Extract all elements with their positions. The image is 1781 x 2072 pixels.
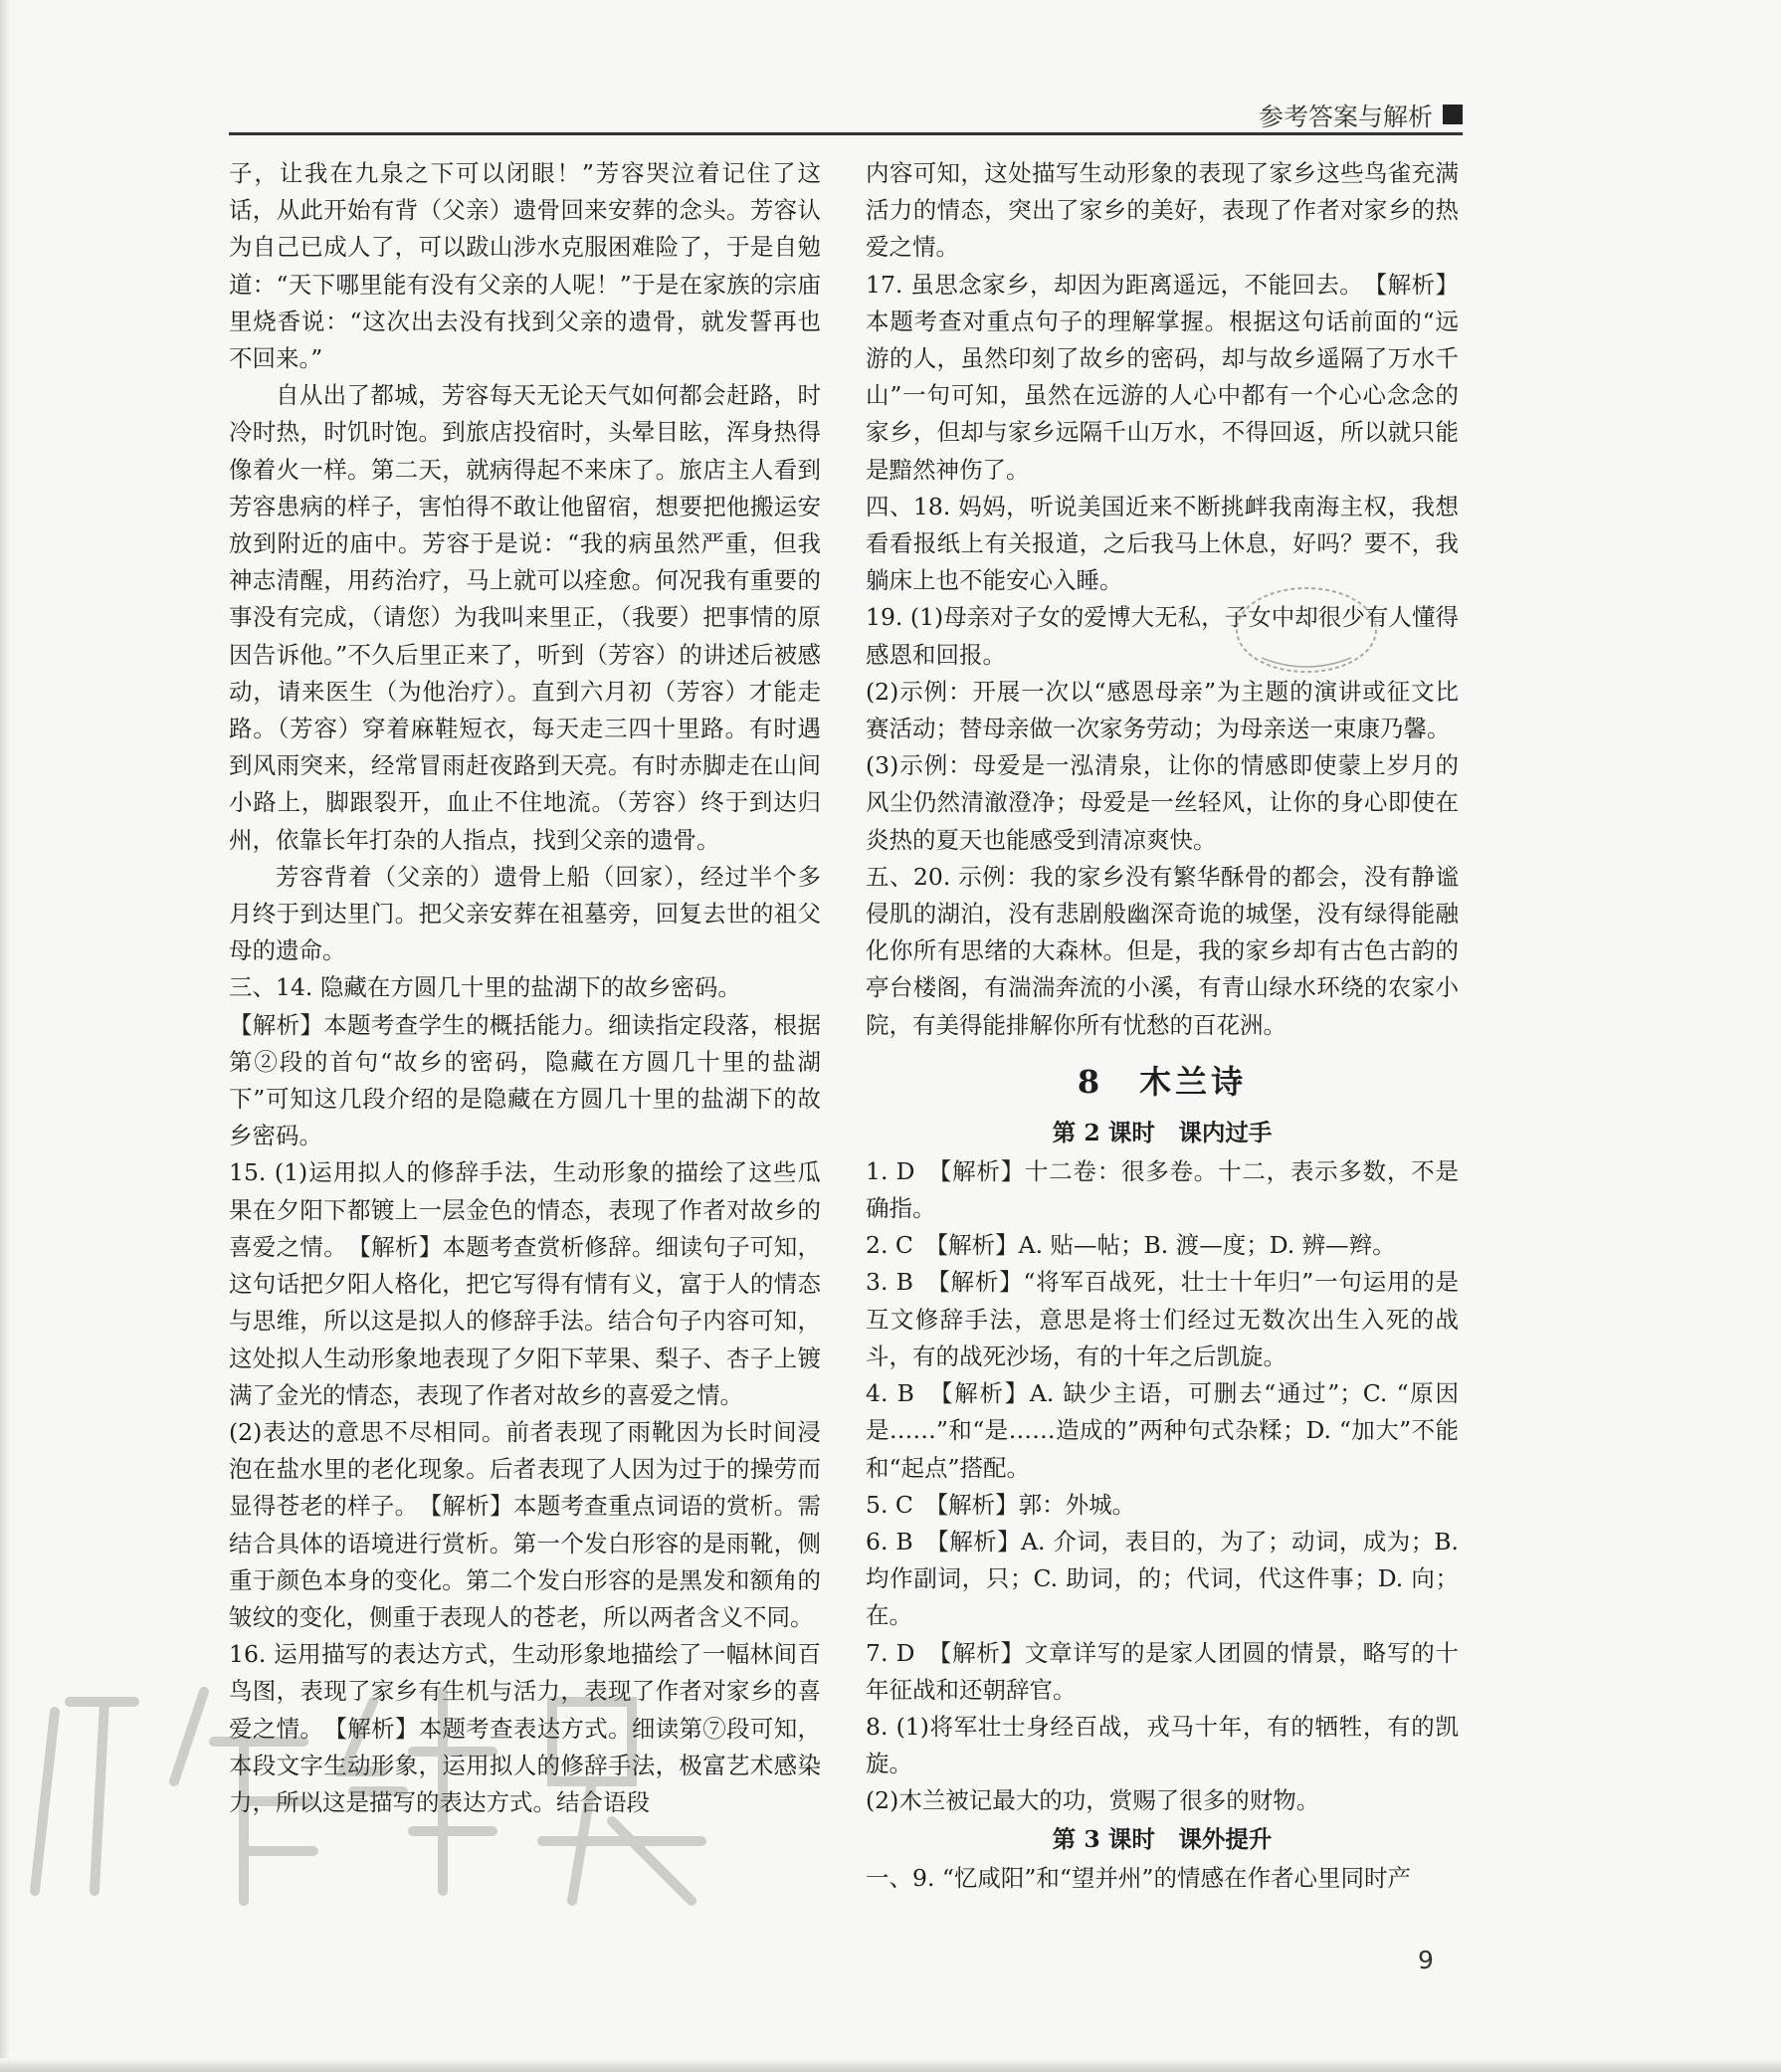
answer-item: 16. 运用描写的表达方式，生动形象地描绘了一幅林间百鸟图，表现了家乡有生机与活力，表现了作者对家乡的喜爱之情。 【解析】本题考查表达方式。细读第⑦段可知，本段文字生动形象，运用拟人的修辞手法，极富艺术感染力，所以这是描写的表达方式。结合语段: [229, 1640, 821, 1816]
answer-item: 四、18. 妈妈，听说美国近来不断挑衅我南海主权，我想看看报纸上有关报道，之后我马上休息，好吗？要不，我躺床上也不能安心入睡。: [866, 492, 1459, 595]
page-header: [229, 96, 1463, 135]
lesson-3-title: 第 3 课时 课外提升: [1052, 1824, 1273, 1853]
answer-item: (3)示例：母爱是一泓清泉，让你的情感即使蒙上岁月的风尘仍然清澈澄净；母爱是一丝轻风，让你的身心即使在炎热的夏天也能感受到清凉爽快。: [866, 751, 1459, 854]
right-column: [866, 155, 1459, 1897]
page-edge-shadow: [0, 0, 10, 2072]
answer-item: 5. C 【解析】郭：外城。: [866, 1490, 1136, 1519]
page-number: 9: [1418, 1946, 1434, 1974]
header-square-marker: [1443, 104, 1463, 124]
header-rule: [229, 132, 1463, 135]
answer-item: 15. (1)运用拟人的修辞手法，生动形象的描绘了这些瓜果在夕阳下都镀上一层金色的情态，表现了作者对故乡的喜爱之情。 【解析】本题考查赏析修辞。细读句子可知，这句话把夕阳人格化，把它写得有情有义，富于人的情态与思维，所以这是拟人的修辞手法。结合句子内容可知，这处拟人生动形象地表现了夕阳下苹果、梨子、杏子上镀满了金光的情态，表现了作者对故乡的喜爱之情。: [229, 1158, 821, 1409]
answer-item: 6. B 【解析】A. 介词，表目的，为了；动词，成为；B. 均作副词，只；C. 助词，的；代词，代这件事；D. 向；在。: [866, 1527, 1459, 1630]
answer-item: 3. B 【解析】“将军百战死，壮士十年归”一句运用的是互文修辞手法，意思是将士们经过无数次出生入死的战斗，有的战死沙场，有的十年之后凯旋。: [866, 1268, 1459, 1370]
answer-item: (2)表达的意思不尽相同。前者表现了雨靴因为长时间浸泡在盐水里的老化现象。后者表现了人因为过于的操劳而显得苍老的样子。 【解析】本题考查重点词语的赏析。需结合具体的语境进行赏析。第一个发白形容的是雨靴，侧重于颜色本身的变化。第二个发白形容的是黑发和额角的皱纹的变化，侧重于表现人的苍老，所以两者含义不同。: [229, 1417, 821, 1631]
paragraph: 芳容背着（父亲的）遗骨上船（回家），经过半个多月终于到达里门。把父亲安葬在祖墓旁，回复去世的祖父母的遗命。: [229, 862, 821, 965]
answer-item: 8. (1)将军壮士身经百战，戎马十年，有的牺牲，有的凯旋。: [866, 1712, 1459, 1778]
answer-item: (2)木兰被记最大的功，赏赐了很多的财物。: [866, 1786, 1320, 1815]
answer-item: 17. 虽思念家乡，却因为距离遥远，不能回去。 【解析】本题考查对重点句子的理解掌握。根据这句话前面的“远游的人，虽然印刻了故乡的密码，却与故乡遥隔了万水千山”一句可知，虽然在远游的人心中都有一个心心念念的家乡，但却与家乡远隔千山万水，不得回返，所以就只能是黯然神伤了。: [866, 270, 1459, 484]
answer-item: 一、9. “忆咸阳”和“望并州”的情感在作者心里同时产: [866, 1863, 1411, 1892]
paragraph: 自从出了都城，芳容每天无论天气如何都会赶路，时冷时热，时饥时饱。到旅店投宿时，头晕目眩，浑身热得像着火一样。第二天，就病得起不来床了。旅店主人看到芳容患病的样子，害怕得不敢让他留宿，想要把他搬运安放到附近的庙中。芳容于是说：“我的病虽然严重，但我神志清醒，用药治疗，马上就可以痊愈。何况我有重要的事没有完成，（请您）为我叫来里正，（我要）把事情的原因告诉他。”不久后里正来了，听到（芳容）的讲述后被感动，请来医生（为他治疗）。直到六月初（芳容）才能走路。（芳容）穿着麻鞋短衣，每天走三四十里路。有时遇到风雨突来，经常冒雨赶夜路到天亮。有时赤脚走在山间小路上，脚跟裂开，血止不住地流。（芳容）终于到达归州，依靠长年打杂的人指点，找到父亲的遗骨。: [229, 381, 821, 854]
lesson-2-title: 第 2 课时 课内过手: [1052, 1118, 1273, 1146]
paragraph: 内容可知，这处描写生动形象的表现了家乡这些鸟雀充满活力的情态，突出了家乡的美好，表现了作者对家乡的热爱之情。: [866, 159, 1459, 262]
answer-item: 4. B 【解析】A. 缺少主语，可删去“通过”；C. “原因是……”和“是……造成的”两种句式杂糅；D. “加大”不能和“起点”搭配。: [866, 1379, 1459, 1482]
paragraph: 子，让我在九泉之下可以闭眼！”芳容哭泣着记住了这话，从此开始有背（父亲）遗骨回来安葬的念头。芳容认为自己已成人了，可以跋山涉水克服困难险了，于是自勉道：“天下哪里能有没有父亲的人呢！”于是在家族的宗庙里烧香说：“这次出去没有找到父亲的遗骨，就发誓再也不回来。”: [229, 159, 821, 373]
analysis-item: 【解析】本题考查学生的概括能力。细读指定段落，根据第②段的首句“故乡的密码，隐藏在方圆几十里的盐湖下”可知这几段介绍的是隐藏在方圆几十里的盐湖下的故乡密码。: [229, 1010, 821, 1150]
answer-item: 五、20. 示例：我的家乡没有繁华酥骨的都会，没有静谧侵肌的湖泊，没有悲剧般幽深奇诡的城堡，没有绿得能融化你所有思绪的大森林。但是，我的家乡却有古色古韵的亭台楼阁，有湍湍奔流的小溪，有青山绿水环绕的农家小院，有美得能排解你所有忧愁的百花洲。: [866, 862, 1459, 1039]
answer-item: 1. D 【解析】十二卷：很多卷。十二，表示多数，不是确指。: [866, 1156, 1459, 1223]
header-title: 参考答案与解析: [1258, 103, 1433, 131]
answer-item: (2)示例：开展一次以“感恩母亲”为主题的演讲或征文比赛活动；替母亲做一次家务劳动；为母亲送一束康乃馨。: [866, 677, 1459, 743]
answer-item: 2. C 【解析】A. 贴—帖；B. 渡—度；D. 辨—辫。: [866, 1231, 1396, 1260]
left-column: [229, 155, 821, 1821]
watermark-logo: [15, 1632, 731, 1931]
section-title: 8 木兰诗: [1077, 1062, 1248, 1101]
stamp-seal: [1232, 580, 1381, 680]
page-edge-shadow-bottom: [0, 2058, 1781, 2072]
answer-item: 三、14. 隐藏在方圆几十里的盐湖下的故乡密码。: [229, 973, 741, 1002]
answer-item: 19. (1)母亲对子女的爱博大无私，子女中却很少有人懂得感恩和回报。: [866, 603, 1459, 669]
answer-item: 7. D 【解析】文章详写的是家人团圆的情景，略写的十年征战和还朝辞官。: [866, 1638, 1459, 1704]
